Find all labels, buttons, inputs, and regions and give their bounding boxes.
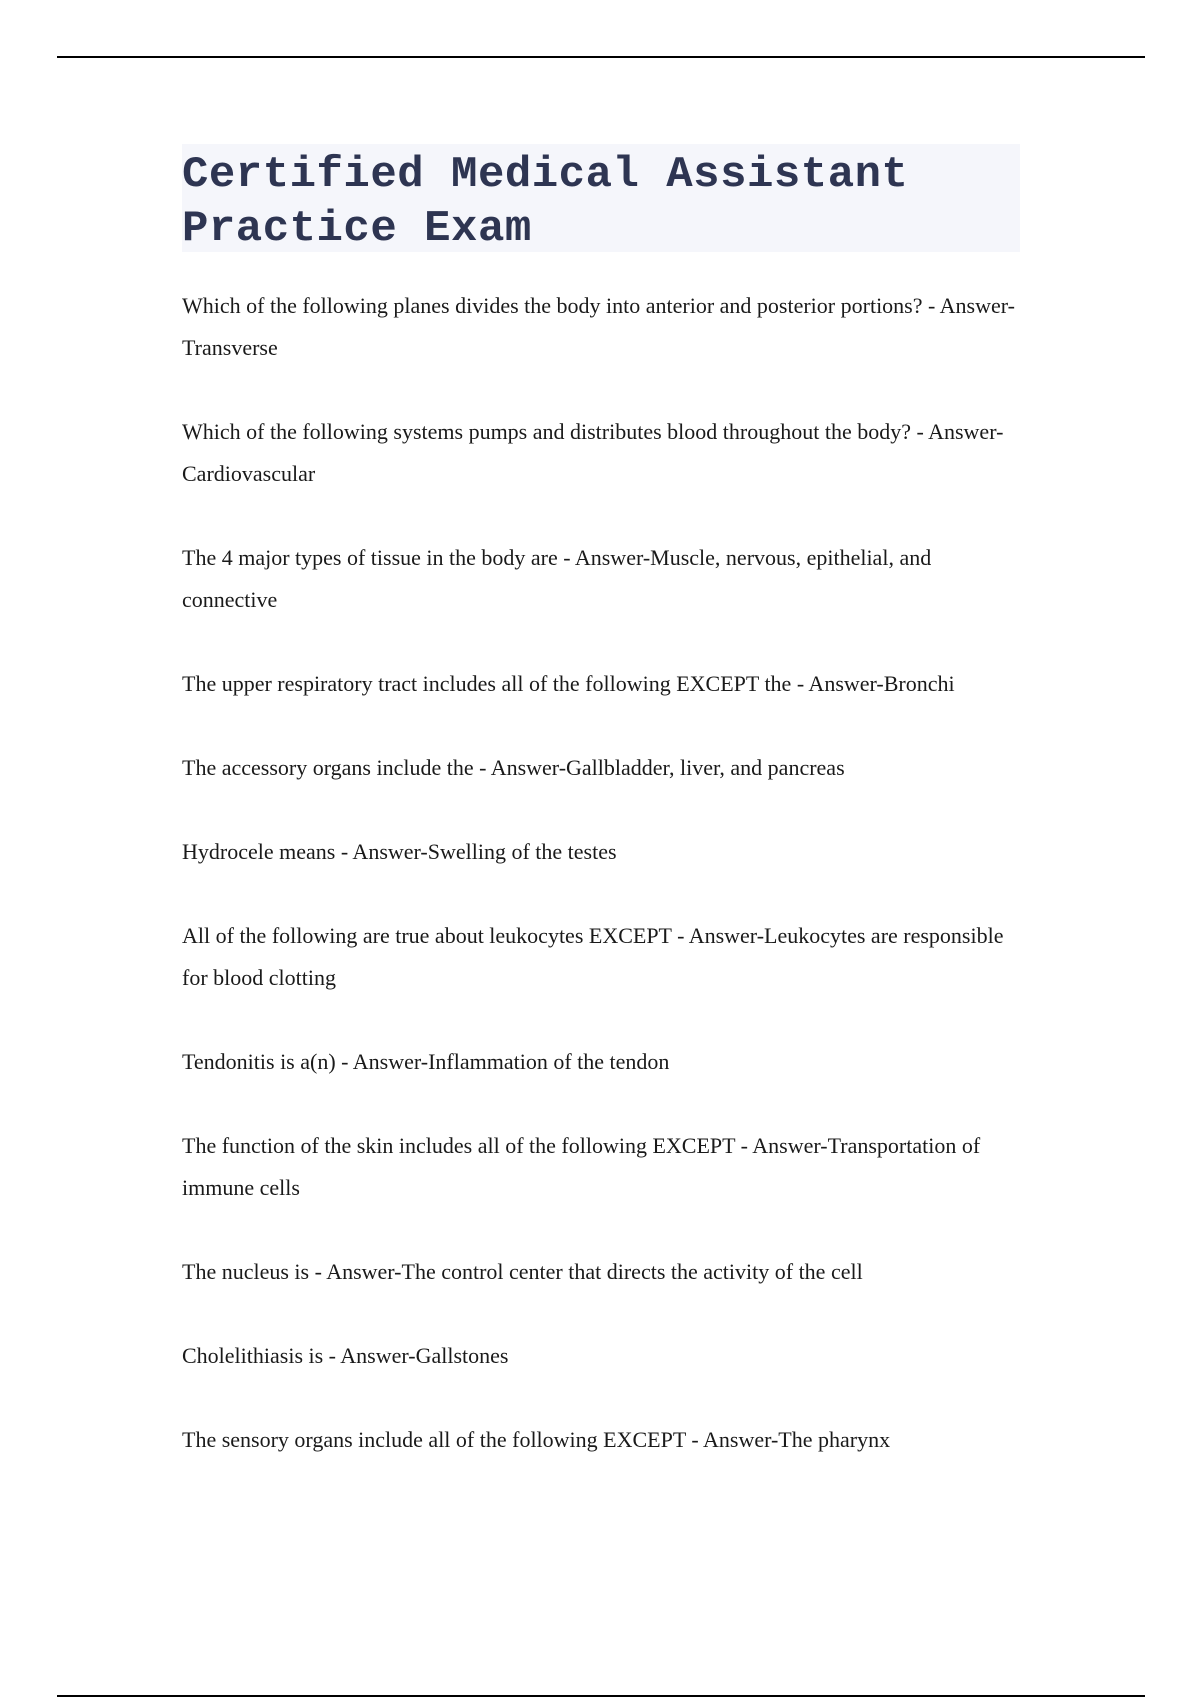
- title-line-2: Practice Exam: [182, 204, 532, 254]
- qa-item: Which of the following planes divides the body into anterior and posterior portions? - Answer-Transverse: [182, 293, 1015, 360]
- qa-item: The accessory organs include the - Answer-Gallbladder, liver, and pancreas: [182, 755, 845, 780]
- qa-item: Cholelithiasis is - Answer-Gallstones: [182, 1343, 509, 1368]
- qa-item: The upper respiratory tract includes all of the following EXCEPT the - Answer-Bronchi: [182, 671, 955, 696]
- title-line-1: Certified Medical Assistant: [182, 150, 909, 200]
- bottom-divider: [57, 1695, 1145, 1697]
- qa-item: The 4 major types of tissue in the body are - Answer-Muscle, nervous, epithelial, and connective: [182, 545, 932, 612]
- qa-item: The nucleus is - Answer-The control center that directs the activity of the cell: [182, 1259, 863, 1284]
- title-banner: [182, 144, 1020, 252]
- top-divider: [57, 56, 1145, 58]
- qa-item: Hydrocele means - Answer-Swelling of the testes: [182, 839, 617, 864]
- qa-item: Which of the following systems pumps and distributes blood throughout the body? - Answer-Cardiovascular: [182, 419, 1004, 486]
- qa-item: All of the following are true about leukocytes EXCEPT - Answer-Leukocytes are responsible for blood clotting: [182, 923, 1004, 990]
- page-title: [182, 148, 1020, 256]
- qa-item: The function of the skin includes all of the following EXCEPT - Answer-Transportation of immune cells: [182, 1133, 981, 1200]
- qa-item: The sensory organs include all of the following EXCEPT - Answer-The pharynx: [182, 1427, 891, 1452]
- question-answer-list: [182, 285, 1022, 1503]
- qa-item: Tendonitis is a(n) - Answer-Inflammation of the tendon: [182, 1049, 670, 1074]
